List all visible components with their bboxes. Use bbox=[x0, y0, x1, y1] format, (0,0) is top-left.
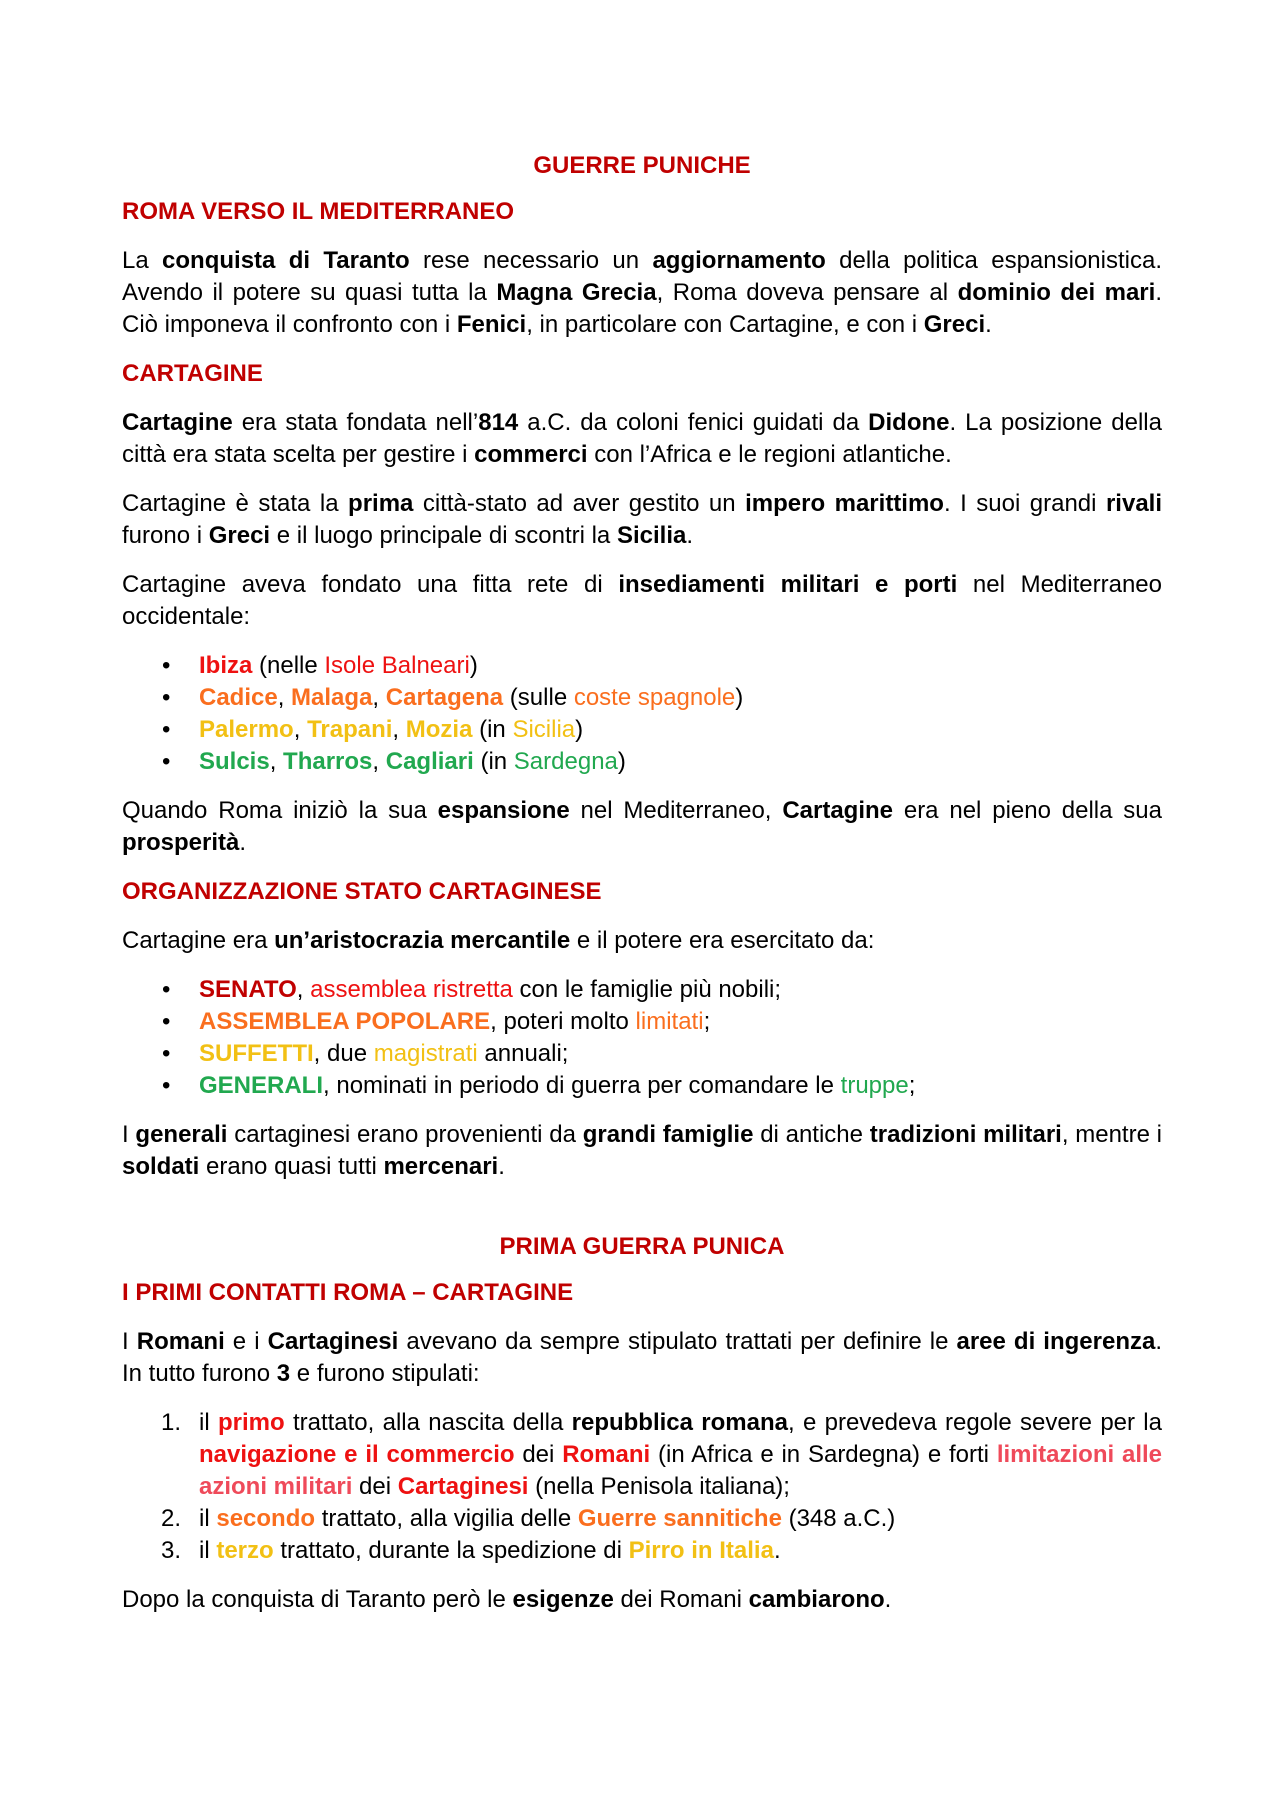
section-heading-organizzazione: ORGANIZZAZIONE STATO CARTAGINESE bbox=[122, 878, 602, 905]
section-heading-primi-contatti: I PRIMI CONTATTI ROMA – CARTAGINE bbox=[122, 1279, 574, 1306]
list-item: • ASSEMBLEA POPOLARE, poteri molto limitati; bbox=[122, 1006, 1162, 1038]
document-title: GUERRE PUNICHE bbox=[533, 152, 751, 179]
list-item: 1. il primo trattato, alla nascita della repubblica romana, e prevedeva regole severe per la navigazione e il commercio dei Romani (in Africa e in Sardegna) e forti limitazioni alle azioni militari dei Cartaginesi (nella Penisola italiana); bbox=[161, 1409, 1163, 1500]
document-subtitle: PRIMA GUERRA PUNICA bbox=[499, 1233, 785, 1260]
bullet-list-organi bbox=[122, 974, 1162, 1102]
list-item: • Ibiza (nelle Isole Balneari) bbox=[122, 650, 1162, 682]
paragraph-impero-marittimo: Cartagine è stata la prima città-stato ad aver gestito un impero marittimo. I suoi grandi rivali furono i Greci e il luogo principale di scontri la Sicilia. bbox=[122, 490, 1163, 549]
document-page bbox=[122, 150, 1162, 1633]
list-item: • Sulcis, Tharros, Cagliari (in Sardegna) bbox=[122, 746, 1162, 778]
paragraph-trattati: I Romani e i Cartaginesi avevano da sempre stipulato trattati per definire le aree di ingerenza. In tutto furono 3 e furono stipulati: bbox=[122, 1328, 1163, 1387]
list-item: • GENERALI, nominati in periodo di guerra per comandare le truppe; bbox=[122, 1070, 1162, 1102]
list-item: • Palermo, Trapani, Mozia (in Sicilia) bbox=[122, 714, 1162, 746]
paragraph-esigenze: Dopo la conquista di Taranto però le esigenze dei Romani cambiarono. bbox=[122, 1586, 892, 1613]
paragraph-fondazione: Cartagine era stata fondata nell’814 a.C. da coloni fenici guidati da Didone. La posizione della città era stata scelta per gestire i commerci con l’Africa e le regioni atlantiche. bbox=[122, 409, 1162, 468]
list-item: • SUFFETTI, due magistrati annuali; bbox=[122, 1038, 1162, 1070]
section-heading-cartagine: CARTAGINE bbox=[122, 360, 263, 387]
list-item: 2. il secondo trattato, alla vigilia delle Guerre sannitiche (348 a.C.) bbox=[161, 1505, 896, 1532]
paragraph-insediamenti: Cartagine aveva fondato una fitta rete di insediamenti militari e porti nel Mediterraneo occidentale: bbox=[122, 571, 1162, 630]
list-item: • Cadice, Malaga, Cartagena (sulle coste spagnole) bbox=[122, 682, 1162, 714]
section-heading-roma-mediterraneo: ROMA VERSO IL MEDITERRANEO bbox=[122, 198, 515, 225]
numbered-list-trattati bbox=[122, 1407, 1162, 1567]
paragraph-generali: I generali cartaginesi erano provenienti da grandi famiglie di antiche tradizioni militari, mentre i soldati erano quasi tutti mercenari. bbox=[122, 1121, 1162, 1180]
paragraph-prosperita: Quando Roma iniziò la sua espansione nel Mediterraneo, Cartagine era nel pieno della sua prosperità. bbox=[122, 797, 1163, 856]
bullet-list-insediamenti bbox=[122, 650, 1162, 778]
list-item: • SENATO, assemblea ristretta con le famiglie più nobili; bbox=[122, 974, 1162, 1006]
list-item: 3. il terzo trattato, durante la spedizione di Pirro in Italia. bbox=[161, 1537, 781, 1564]
paragraph-aristocrazia: Cartagine era un’aristocrazia mercantile e il potere era esercitato da: bbox=[122, 927, 875, 954]
paragraph-taranto: La conquista di Taranto rese necessario un aggiornamento della politica espansionistica. Avendo il potere su quasi tutta la Magna Grecia, Roma doveva pensare al dominio dei mari. Ciò imponeva il confronto con i Fenici, in particolare con Cartagine, e con i Greci. bbox=[122, 247, 1163, 338]
